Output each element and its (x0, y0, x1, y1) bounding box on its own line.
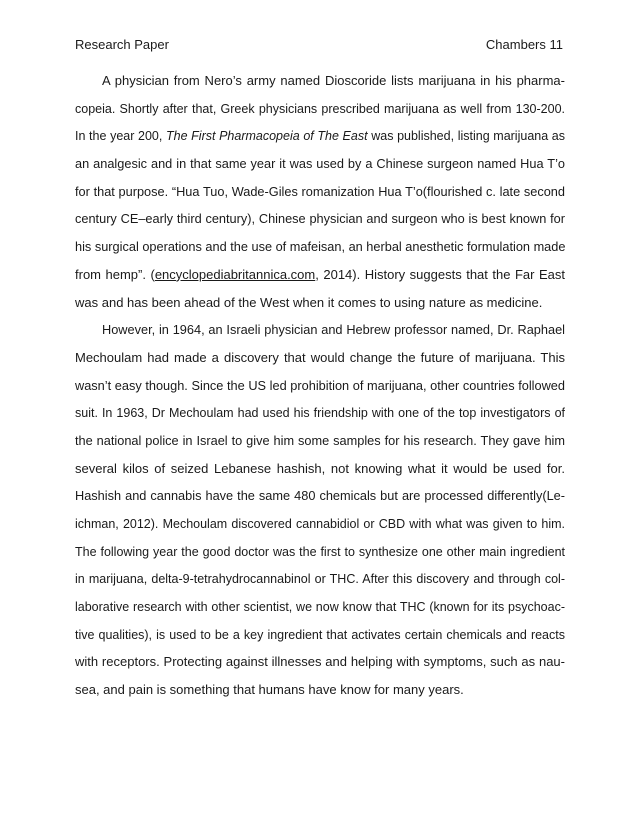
text-line: The following year the good doctor was the first to synthesize one other main ingredient (75, 544, 565, 559)
body-text (75, 71, 565, 708)
text-line: Hashish and cannabis have the same 480 chemicals but are processed differently(Le- (75, 488, 565, 504)
source-link[interactable]: encyclopediabritannica.com (154, 266, 316, 282)
text-line: sea, and pain is something that humans have know for many years. (75, 682, 464, 698)
running-header-page-number: Chambers 11 (485, 37, 563, 52)
running-header-title: Research Paper (75, 37, 169, 52)
text-line: laborative research with other scientist, we now know that THC (known for its psychoac- (75, 600, 565, 615)
text-line: in marijuana, delta-9-tetrahydrocannabinol or THC. After this discovery and through col- (75, 572, 565, 587)
text-line: the national police in Israel to give him some samples for his research. They gave him (75, 432, 565, 448)
text-line: suit. In 1963, Dr Mechoulam had used his friendship with one of the top investigators of (75, 406, 565, 421)
text-line: an analgesic and in that same year it was used by a Chinese surgeon named Hua T’o (75, 156, 565, 172)
text-span: In the year 200, (75, 129, 166, 144)
text-line: his surgical operations and the use of mafeisan, an herbal anesthetic formulation made (75, 239, 566, 255)
text-line: century CE–early third century), Chinese physician and surgeon who is best known for (75, 211, 565, 227)
text-line: Mechoulam had made a discovery that would change the future of marijuana. This (75, 349, 565, 365)
text-span: , 2014). History suggests that the Far East (315, 266, 565, 282)
text-line (75, 265, 565, 293)
text-line: several kilos of seized Lebanese hashish, not knowing what it would be used for. (75, 460, 565, 476)
text-line: for that purpose. “Hua Tuo, Wade-Giles romanization Hua T’o(flourished c. late second (75, 183, 565, 199)
text-span: from hemp”. ( (75, 266, 155, 282)
text-line: copeia. Shortly after that, Greek physicians prescribed marijuana as well from 130-200. (75, 101, 565, 116)
text-line (75, 126, 565, 154)
text-line: ichman, 2012). Mechoulam discovered cannabidiol or CBD with what was given to him. (75, 517, 565, 531)
text-line: A physician from Nero’s army named Dioscoride lists marijuana in his pharma- (102, 73, 565, 88)
text-line: was and has been ahead of the West when it comes to using nature as medicine. (75, 294, 543, 310)
book-title: The First Pharmacopeia of The East (165, 129, 368, 144)
text-line: wasn’t easy though. Since the US led prohibition of marijuana, other countries followed (75, 377, 565, 393)
text-span: was published, listing marijuana as (367, 129, 566, 144)
text-line: tive qualities), is used to be a key ingredient that activates certain chemicals and reacts (75, 627, 565, 642)
text-line: However, in 1964, an Israeli physician and Hebrew professor named, Dr. Raphael (102, 322, 565, 338)
text-line: with receptors. Protecting against illnesses and helping with symptoms, such as nau- (75, 654, 565, 670)
